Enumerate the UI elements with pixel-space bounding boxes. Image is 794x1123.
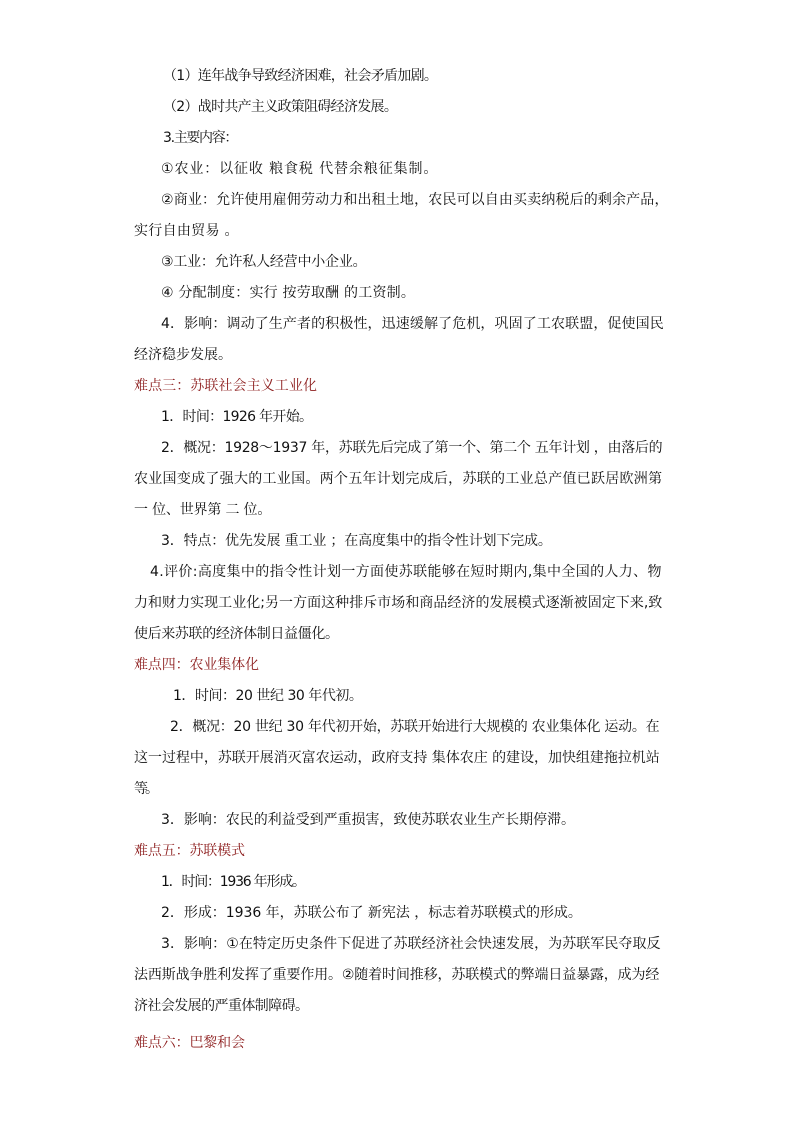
section-heading: 难点五：苏联模式	[134, 843, 245, 859]
text-line: 1．时间：1936 年形成。	[161, 874, 305, 890]
text-line: 力和财力实现工业化;另一方面这种排斥市场和商品经济的发展模式逐渐被固定下来,致	[134, 595, 663, 611]
section-heading: 难点六：巴黎和会	[134, 1035, 245, 1051]
text-line: 3．影响：农民的利益受到严重损害，致使苏联农业生产长期停滞。	[161, 812, 576, 828]
text-line: （1）连年战争导致经济困难，社会矛盾加剧。	[163, 68, 438, 84]
text-line: 2．概况：20 世纪 30 年代初开始，苏联开始进行大规模的 农业集体化 运动。在	[170, 719, 660, 735]
text-line: 使后来苏联的经济体制日益僵化。	[134, 626, 339, 642]
text-line: 3.主要内容：	[163, 130, 238, 146]
text-line: 实行自由贸易 。	[134, 223, 239, 239]
text-line: 2．形成：1936 年，苏联公布了 新宪法 ，标志着苏联模式的形成。	[161, 905, 582, 921]
text-line: 4．影响：调动了生产者的积极性，迅速缓解了危机，巩固了工农联盟，促使国民	[161, 316, 664, 332]
text-line: 2．概况：1928～1937 年，苏联先后完成了第一个、第二个 五年计划 ，由落后的	[161, 440, 663, 456]
text-line: ②商业：允许使用雇佣劳动力和出租土地，农民可以自由买卖纳税后的剩余产品，	[161, 192, 669, 208]
text-line: ①农业：以征收 粮食税 代替余粮征集制。	[161, 161, 439, 177]
text-line: 一 位、世界第 二 位。	[134, 502, 272, 518]
text-line: ④ 分配制度：实行 按劳取酬 的工资制。	[161, 285, 416, 301]
text-line: 3．特点：优先发展 重工业 ；在高度集中的指令性计划下完成。	[161, 533, 552, 549]
text-line: 等。	[134, 781, 156, 797]
section-heading: 难点三：苏联社会主义工业化	[134, 378, 318, 394]
text-line: 法西斯战争胜利发挥了重要作用。②随着时间推移，苏联模式的弊端日益暴露，成为经	[134, 967, 660, 983]
text-line: 1．时间：1926 年开始。	[161, 409, 313, 425]
section-heading: 难点四：农业集体化	[134, 657, 259, 673]
text-line: 经济稳步发展。	[134, 347, 232, 363]
text-line: 济社会发展的严重体制障碍。	[134, 998, 309, 1014]
text-line: 这一过程中，苏联开展消灭富农运动，政府支持 集体农庄 的建设，加快组建拖拉机站	[134, 750, 660, 766]
text-line: 农业国变成了强大的工业国。两个五年计划完成后，苏联的工业总产值已跃居欧洲第	[134, 471, 663, 487]
text-line: 4.评价:高度集中的指令性计划一方面使苏联能够在短时期内,集中全国的人力、物	[150, 564, 662, 580]
text-line: （2）战时共产主义政策阻碍经济发展。	[163, 99, 398, 115]
text-line: 1．时间：20 世纪 30 年代初。	[173, 688, 363, 704]
text-line: ③工业：允许私人经营中小企业。	[161, 254, 367, 270]
text-line: 3．影响：①在特定历史条件下促进了苏联经济社会快速发展，为苏联军民夺取反	[161, 936, 661, 952]
